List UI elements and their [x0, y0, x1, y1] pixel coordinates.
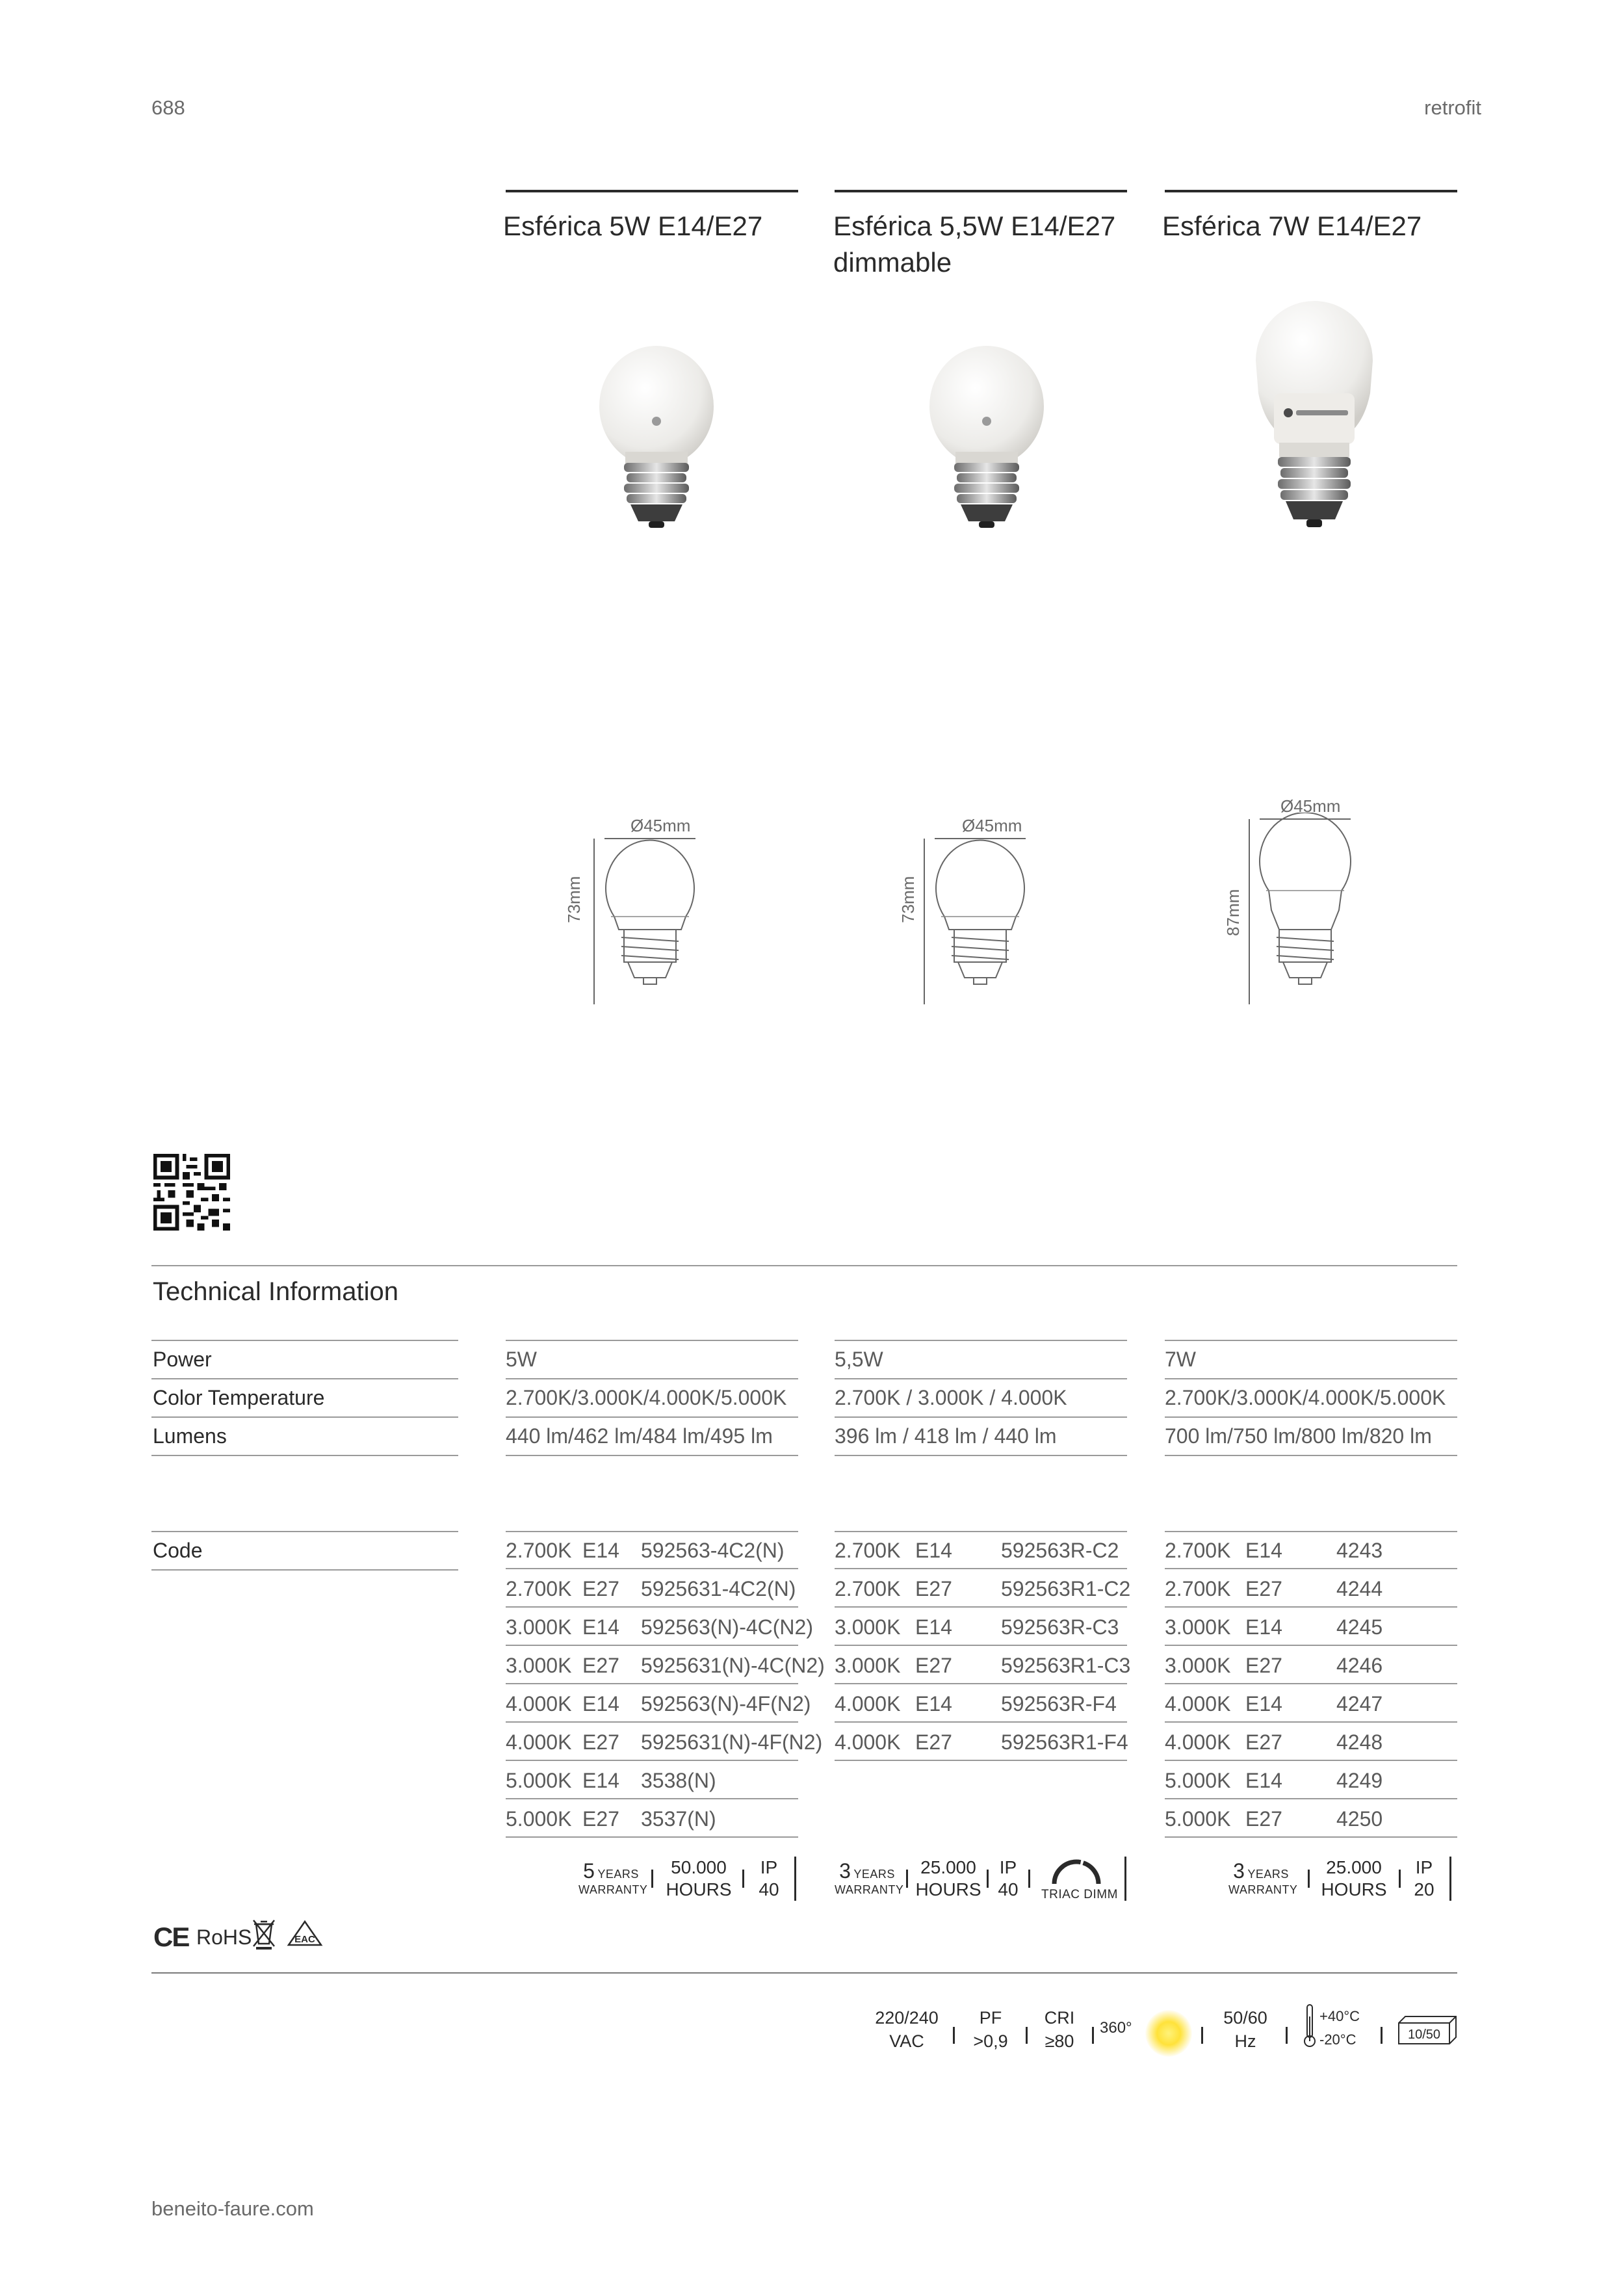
code-temp: 3.000K: [1165, 1615, 1231, 1639]
code-code: 4249: [1336, 1769, 1383, 1792]
code-temp: 4.000K: [506, 1730, 572, 1754]
code-row: [835, 1531, 1127, 1569]
dimmer-arc-icon: [1050, 1858, 1102, 1886]
code-base: E14: [582, 1615, 619, 1639]
code-code: 3537(N): [641, 1807, 716, 1831]
code-code: 4246: [1336, 1654, 1383, 1677]
badge-separator: [1449, 1857, 1451, 1901]
code-row: [1165, 1723, 1457, 1761]
code-temp: 4.000K: [835, 1692, 901, 1715]
col2-rule: [835, 1455, 1127, 1456]
product-1-rule: [506, 190, 798, 192]
badge-separator: [651, 1870, 653, 1888]
product-3-diameter: Ø45mm: [1280, 796, 1341, 816]
product-2-photo: [915, 338, 1058, 533]
col3-rule: [1165, 1416, 1457, 1418]
badge-separator: [1028, 1870, 1030, 1888]
thermometer-icon: [1303, 2003, 1317, 2049]
product-2-height: 73mm: [898, 876, 918, 923]
page-number: 688: [151, 96, 185, 119]
col2-power: 5,5W: [835, 1348, 883, 1371]
col2-rule: [835, 1340, 1127, 1341]
label-lumens: Lumens: [153, 1424, 227, 1448]
code-temp: 2.700K: [506, 1539, 572, 1562]
code-base: E27: [582, 1654, 619, 1677]
badge-separator: [1124, 1857, 1126, 1901]
code-code: 592563(N)-4C(N2): [641, 1615, 813, 1639]
code-code: 4243: [1336, 1539, 1383, 1562]
beam-angle-label: 360°: [1100, 2019, 1132, 2037]
code-row: [506, 1608, 813, 1646]
code-base: E27: [582, 1807, 619, 1831]
code-temp: 2.700K: [1165, 1577, 1231, 1600]
cycles-text: 10/50: [1407, 2028, 1441, 2042]
code-row: [835, 1723, 1127, 1761]
col2-rule: [835, 1416, 1127, 1418]
beam-glow-icon: [1145, 2010, 1192, 2057]
code-row: [506, 1761, 798, 1799]
code-row: [506, 1684, 811, 1723]
voltage-spec: 220/240 VAC: [875, 2008, 939, 2051]
label-rule: [151, 1455, 458, 1456]
footer-website[interactable]: beneito-faure.com: [151, 2197, 314, 2220]
code-row: [1165, 1799, 1457, 1838]
code-temp: 4.000K: [506, 1692, 572, 1715]
badge-separator: [987, 1870, 989, 1888]
code-base: E27: [915, 1577, 952, 1600]
code-temp: 2.700K: [835, 1577, 901, 1600]
code-temp: 4.000K: [1165, 1730, 1231, 1754]
code-temp: 5.000K: [506, 1769, 572, 1792]
col3-power: 7W: [1165, 1348, 1196, 1371]
weee-bin-icon: [251, 1918, 277, 1950]
product-1-title: Esférica 5W E14/E27: [503, 211, 763, 241]
code-base: E27: [1245, 1730, 1282, 1754]
col1-rule: [506, 1378, 798, 1379]
code-code: 592563R-C3: [1001, 1615, 1119, 1639]
col3-warranty-badge: 3 YEARS WARRANTY: [1228, 1859, 1298, 1896]
eac-mark-icon: [286, 1919, 324, 1949]
code-row: [1165, 1608, 1457, 1646]
col1-rule: [506, 1455, 798, 1456]
col2-warranty-badge: 3 YEARS WARRANTY: [835, 1859, 904, 1896]
code-row-rule: [835, 1760, 1127, 1761]
code-row: [835, 1608, 1127, 1646]
code-code: 592563R1-F4: [1001, 1730, 1128, 1754]
frequency-spec: 50/60 Hz: [1223, 2008, 1267, 2051]
col3-color-temperature: 2.700K/3.000K/4.000K/5.000K: [1165, 1386, 1446, 1409]
product-3-dimension-drawing: [1240, 813, 1370, 1014]
code-row: [1165, 1761, 1457, 1799]
code-base: E14: [915, 1539, 952, 1562]
col1-power: 5W: [506, 1348, 537, 1371]
col3-ip-badge: IP 20: [1414, 1857, 1435, 1899]
qr-code[interactable]: [153, 1154, 230, 1231]
col1-ip-badge: IP 40: [759, 1857, 779, 1899]
code-row: [506, 1569, 798, 1608]
col3-lumens: 700 lm/750 lm/800 lm/820 lm: [1165, 1424, 1432, 1448]
col3-hours-badge: 25.000 HOURS: [1321, 1857, 1387, 1899]
spec-separator: [1201, 2027, 1203, 2044]
col1-rule: [506, 1416, 798, 1418]
code-base: E14: [582, 1539, 619, 1562]
col1-warranty-badge: 5 YEARS WARRANTY: [578, 1859, 648, 1896]
col3-rule: [1165, 1455, 1457, 1456]
code-temp: 4.000K: [835, 1730, 901, 1754]
switching-cycles-icon: [1396, 2011, 1459, 2046]
code-row-rule: [1165, 1836, 1457, 1838]
code-code: 592563-4C2(N): [641, 1539, 785, 1562]
col3-rule: [1165, 1340, 1457, 1341]
spec-separator: [1286, 2027, 1288, 2044]
badge-separator: [794, 1857, 796, 1901]
code-base: E27: [915, 1654, 952, 1677]
label-rule: [151, 1416, 458, 1418]
code-base: E14: [1245, 1539, 1282, 1562]
code-base: E14: [582, 1692, 619, 1715]
eac-text: EAC: [294, 1934, 315, 1945]
col1-rule: [506, 1340, 798, 1341]
code-row: [1165, 1531, 1457, 1569]
badge-separator: [1308, 1870, 1310, 1888]
label-code: Code: [153, 1539, 203, 1562]
col2-color-temperature: 2.700K / 3.000K / 4.000K: [835, 1386, 1067, 1409]
product-2-rule: [835, 190, 1127, 192]
code-code: 5925631(N)-4F(N2): [641, 1730, 823, 1754]
col2-hours-badge: 25.000 HOURS: [915, 1857, 981, 1899]
code-row: [506, 1799, 798, 1838]
code-base: E27: [1245, 1577, 1282, 1600]
code-temp: 5.000K: [1165, 1769, 1231, 1792]
technical-title: Technical Information: [153, 1277, 398, 1306]
code-base: E14: [582, 1769, 619, 1792]
section-title: retrofit: [1424, 96, 1481, 119]
code-temp: 2.700K: [506, 1577, 572, 1600]
spec-separator: [1381, 2027, 1383, 2044]
code-temp: 3.000K: [1165, 1654, 1231, 1677]
col1-color-temperature: 2.700K/3.000K/4.000K/5.000K: [506, 1386, 787, 1409]
code-code: 592563R-F4: [1001, 1692, 1117, 1715]
technical-divider: [151, 1265, 1457, 1266]
code-base: E14: [1245, 1692, 1282, 1715]
product-2-dimension-drawing: [915, 832, 1045, 1014]
specs-divider: [151, 1972, 1457, 1974]
code-base: E27: [582, 1730, 619, 1754]
spec-separator: [1026, 2027, 1028, 2044]
code-code: 4244: [1336, 1577, 1383, 1600]
product-1-height: 73mm: [564, 876, 584, 923]
code-temp: 3.000K: [835, 1615, 901, 1639]
product-3-rule: [1165, 190, 1457, 192]
spec-separator: [953, 2027, 955, 2044]
code-code: 4247: [1336, 1692, 1383, 1715]
col1-hours-badge: 50.000 HOURS: [666, 1857, 732, 1899]
product-1-photo: [585, 338, 728, 533]
label-power: Power: [153, 1348, 212, 1371]
code-temp: 3.000K: [506, 1615, 572, 1639]
product-2-diameter: Ø45mm: [962, 816, 1022, 835]
badge-separator: [742, 1870, 744, 1888]
rohs-mark: RoHS: [196, 1925, 252, 1949]
code-base: E27: [582, 1577, 619, 1600]
code-row: [1165, 1684, 1457, 1723]
code-temp: 5.000K: [1165, 1807, 1231, 1831]
product-1-diameter: Ø45mm: [630, 816, 691, 835]
code-code: 5925631(N)-4C(N2): [641, 1654, 825, 1677]
code-code: 4245: [1336, 1615, 1383, 1639]
label-rule: [151, 1378, 458, 1379]
label-rule: [151, 1569, 458, 1571]
code-code: 592563R-C2: [1001, 1539, 1119, 1562]
code-temp: 2.700K: [1165, 1539, 1231, 1562]
code-code: 5925631-4C2(N): [641, 1577, 796, 1600]
col2-ip-badge: IP 40: [998, 1857, 1019, 1899]
code-code: 4250: [1336, 1807, 1383, 1831]
col1-lumens: 440 lm/462 lm/484 lm/495 lm: [506, 1424, 773, 1448]
code-row-rule: [506, 1836, 798, 1838]
code-temp: 5.000K: [506, 1807, 572, 1831]
code-base: E27: [1245, 1654, 1282, 1677]
code-base: E14: [1245, 1615, 1282, 1639]
ce-mark: CE: [153, 1922, 189, 1952]
code-row: [835, 1684, 1127, 1723]
code-row: [506, 1723, 823, 1761]
code-temp: 3.000K: [506, 1654, 572, 1677]
code-row: [1165, 1569, 1457, 1608]
code-row: [506, 1646, 825, 1684]
code-code: 592563R1-C3: [1001, 1654, 1131, 1677]
code-code: 4248: [1336, 1730, 1383, 1754]
code-temp: 4.000K: [1165, 1692, 1231, 1715]
label-rule: [151, 1340, 458, 1341]
spec-separator: [1092, 2027, 1094, 2044]
code-row: [1165, 1646, 1457, 1684]
code-base: E27: [1245, 1807, 1282, 1831]
label-color-temperature: Color Temperature: [153, 1386, 325, 1409]
code-row: [835, 1569, 1131, 1608]
product-3-title: Esférica 7W E14/E27: [1162, 211, 1422, 241]
col2-rule: [835, 1378, 1127, 1379]
triac-dimm-label: TRIAC DIMM: [1041, 1888, 1118, 1901]
code-code: 3538(N): [641, 1769, 716, 1792]
temperature-range: +40°C -20°C: [1319, 2008, 1360, 2048]
code-row: [506, 1531, 798, 1569]
product-1-dimension-drawing: [585, 832, 715, 1014]
code-base: E14: [1245, 1769, 1282, 1792]
code-code: 592563R1-C2: [1001, 1577, 1131, 1600]
col2-lumens: 396 lm / 418 lm / 440 lm: [835, 1424, 1057, 1448]
product-3-photo: [1243, 296, 1386, 533]
badge-separator: [1399, 1870, 1401, 1888]
label-rule: [151, 1531, 458, 1532]
code-temp: 2.700K: [835, 1539, 901, 1562]
code-code: 592563(N)-4F(N2): [641, 1692, 811, 1715]
code-base: E14: [915, 1692, 952, 1715]
cri-spec: CRI ≥80: [1044, 2008, 1075, 2051]
code-temp: 3.000K: [835, 1654, 901, 1677]
product-3-height: 87mm: [1223, 889, 1243, 936]
code-base: E14: [915, 1615, 952, 1639]
col3-rule: [1165, 1378, 1457, 1379]
badge-separator: [906, 1870, 908, 1888]
pf-spec: PF >0,9: [973, 2008, 1008, 2051]
code-row: [835, 1646, 1131, 1684]
code-base: E27: [915, 1730, 952, 1754]
product-2-title: Esférica 5,5W E14/E27 dimmable: [833, 211, 1116, 278]
